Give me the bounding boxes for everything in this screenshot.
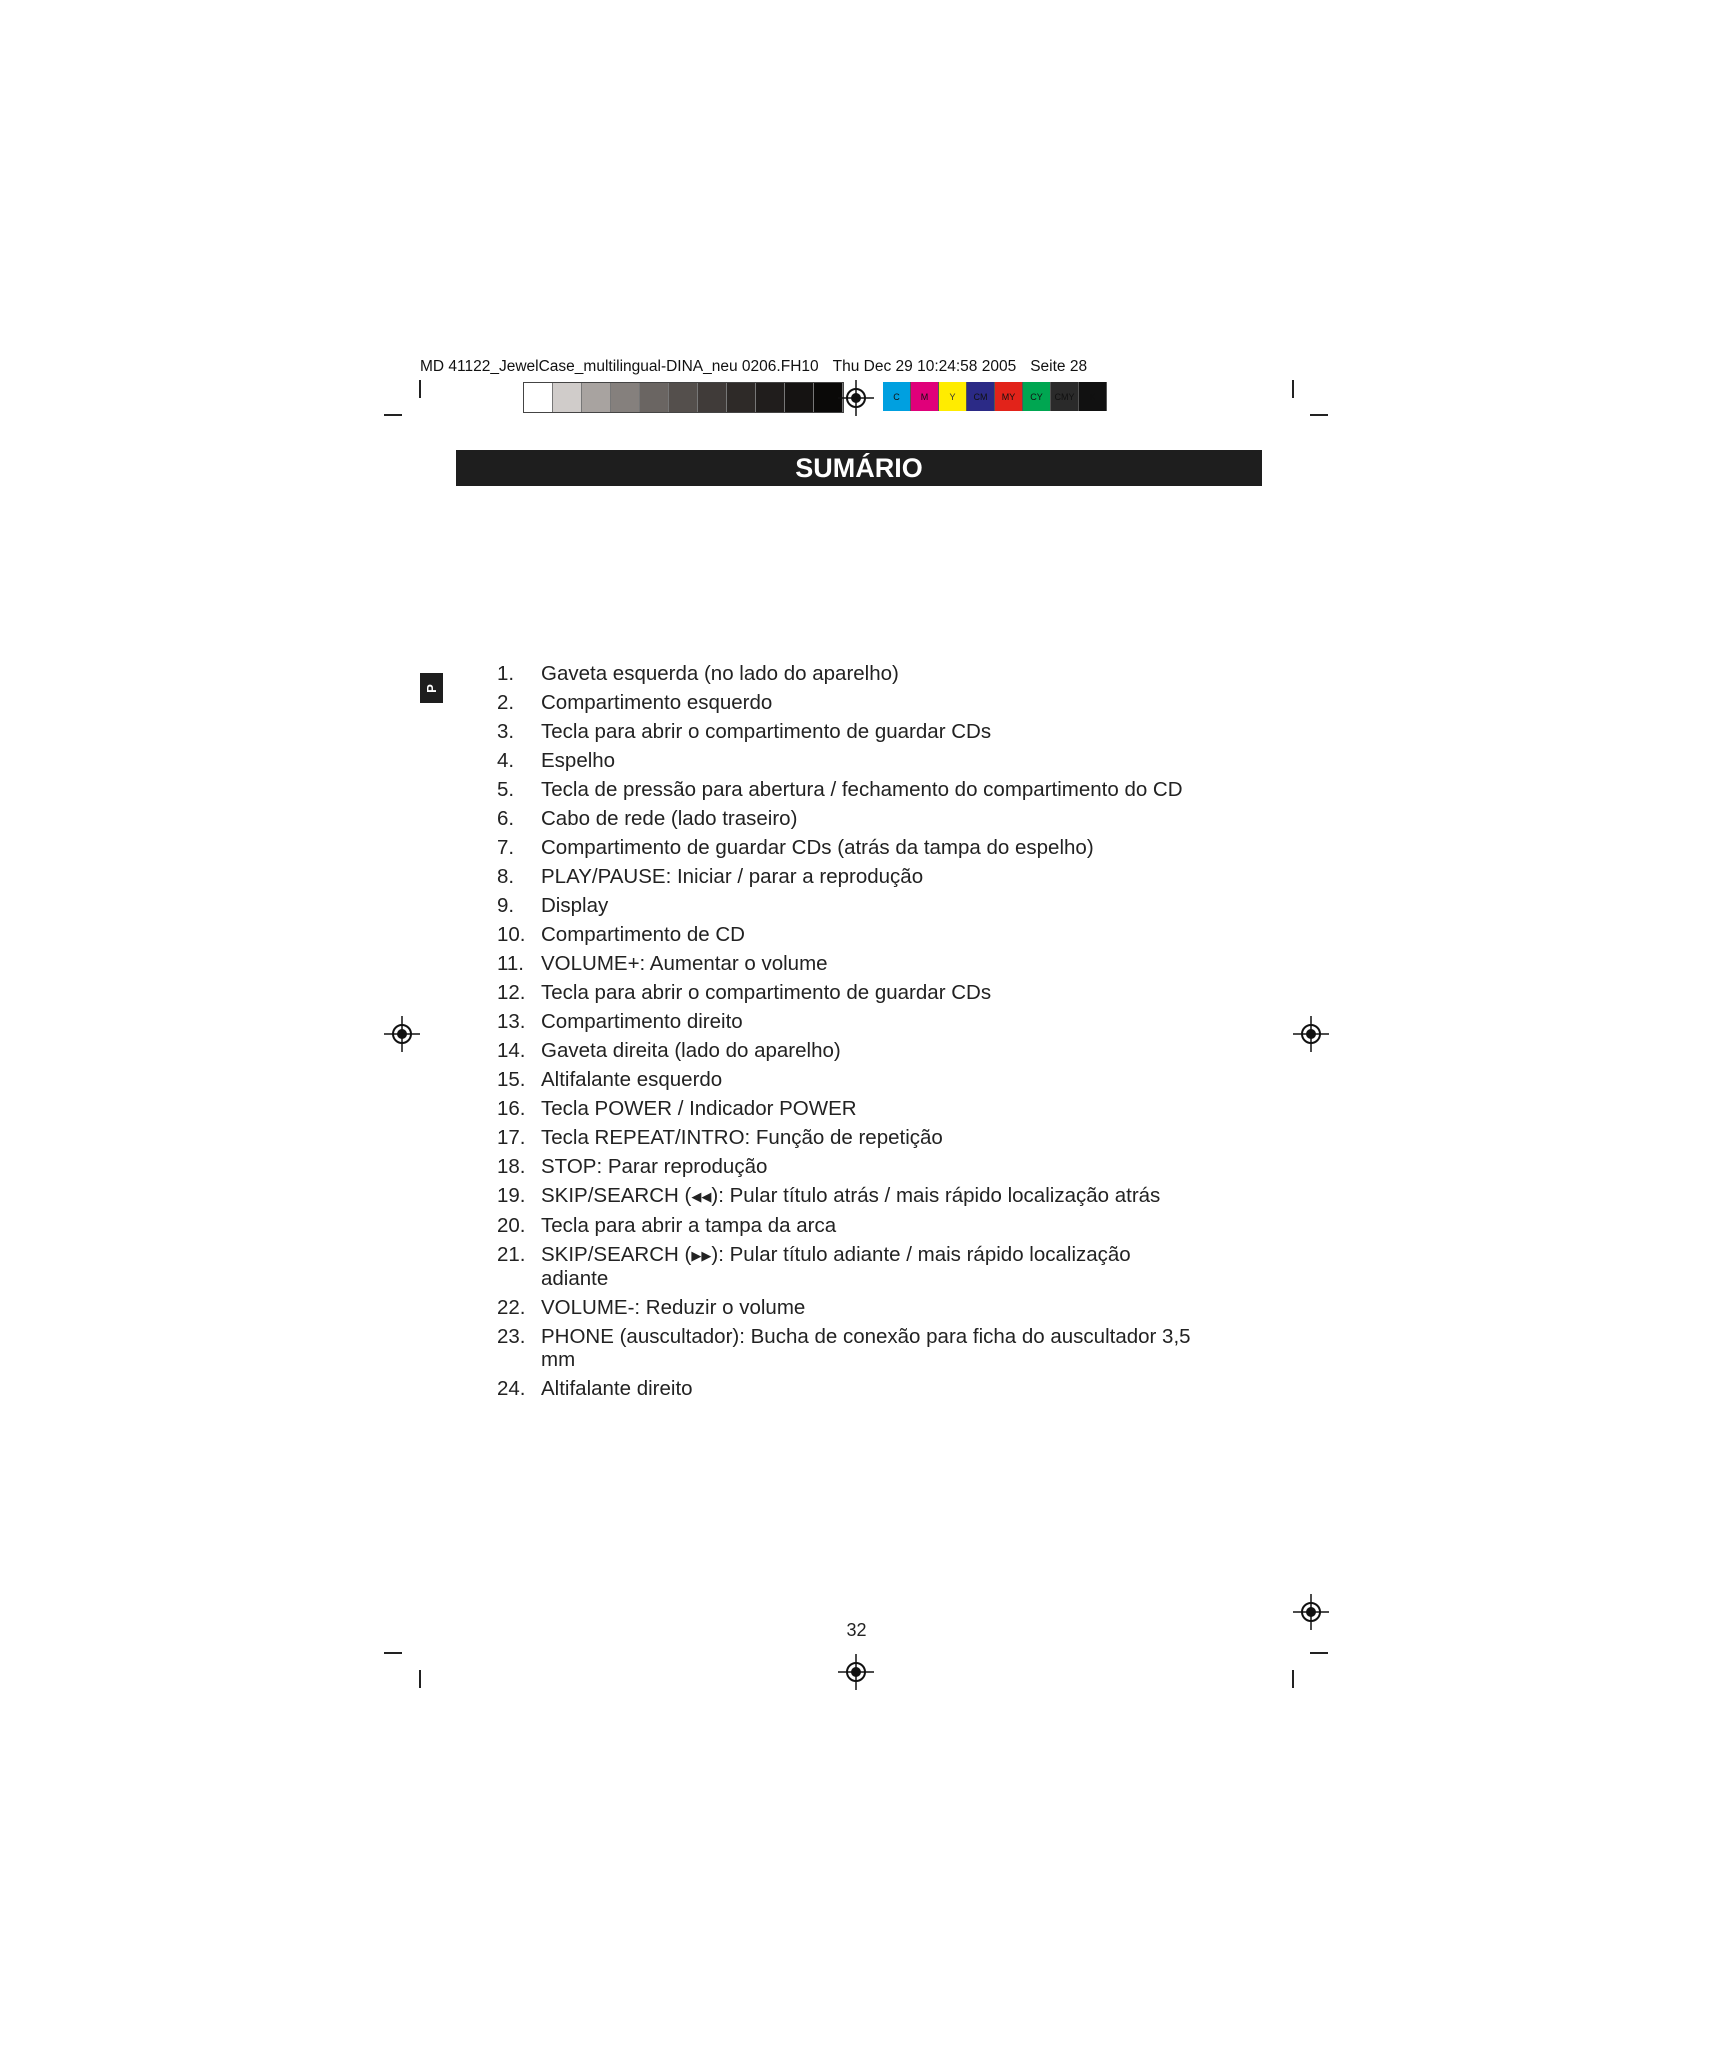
item-number: 21. [497, 1243, 526, 1266]
color-swatch: CMY [1051, 382, 1079, 411]
color-swatch: CM [967, 382, 995, 411]
contents-list [497, 662, 1197, 1406]
list-item [497, 1039, 1197, 1062]
gray-swatch [640, 383, 669, 412]
item-number: 16. [497, 1097, 526, 1120]
slug-date: Thu Dec 29 10:24:58 2005 [832, 358, 1017, 375]
item-number: 23. [497, 1325, 526, 1348]
slug-page: Seite 28 [1030, 358, 1088, 375]
item-number: 7. [497, 836, 515, 859]
item-number: 13. [497, 1010, 526, 1033]
list-item [497, 1068, 1197, 1091]
page-number: 32 [846, 1620, 867, 1640]
list-item [497, 662, 1197, 685]
item-number: 22. [497, 1296, 526, 1319]
slug-file: MD 41122_JewelCase_multilingual-DINA_neu 0206.FH10 [420, 358, 819, 375]
item-text: Gaveta direita (lado do aparelho) [541, 1039, 841, 1062]
crop-mark [1310, 414, 1328, 416]
item-text: STOP: Parar reprodução [541, 1155, 768, 1178]
crop-mark [419, 1670, 421, 1688]
color-swatch: CY [1023, 382, 1051, 411]
crop-mark [419, 380, 421, 398]
item-text-pre: SKIP/SEARCH ( [541, 1184, 692, 1207]
gray-swatch [756, 383, 785, 412]
item-text: Compartimento de CD [541, 923, 745, 946]
item-text: Tecla REPEAT/INTRO: Função de repetição [541, 1126, 943, 1149]
color-swatch: C [883, 382, 911, 411]
crop-mark [1292, 380, 1294, 398]
grayscale-calibration-bar [523, 382, 844, 413]
item-text-post: ): Pular título atrás / mais rápido localização atrás [711, 1184, 1161, 1207]
list-item [497, 1184, 1197, 1208]
item-number: 20. [497, 1214, 526, 1237]
skip-back-icon: ◀◀ [691, 1189, 712, 1204]
item-text: Compartimento de guardar CDs (atrás da tampa do espelho) [541, 836, 1094, 859]
item-number: 14. [497, 1039, 526, 1062]
item-text: Altifalante direito [541, 1377, 693, 1400]
list-item [497, 1155, 1197, 1178]
item-text: Tecla para abrir a tampa da arca [541, 1214, 837, 1237]
skip-forward-icon: ▶▶ [691, 1248, 712, 1263]
item-text-post: ): Pular título adiante / mais rápido localização adiante [541, 1243, 1131, 1290]
list-item [497, 836, 1197, 859]
gray-swatch [524, 383, 553, 412]
item-text: VOLUME+: Aumentar o volume [541, 952, 828, 975]
list-item [497, 691, 1197, 714]
list-item [497, 1097, 1197, 1120]
list-item [497, 981, 1197, 1004]
page-title: SUMÁRIO [456, 450, 1262, 486]
language-tab [420, 673, 443, 703]
item-text: Compartimento direito [541, 1010, 743, 1033]
gray-swatch [669, 383, 698, 412]
item-number: 6. [497, 807, 515, 830]
item-text: Gaveta esquerda (no lado do aparelho) [541, 662, 899, 685]
item-number: 11. [497, 952, 524, 975]
list-item [497, 923, 1197, 946]
item-number: 3. [497, 720, 515, 743]
list-item [497, 952, 1197, 975]
item-text: PHONE (auscultador): Bucha de conexão para ficha do auscultador 3,5 mm [541, 1325, 1191, 1371]
print-slug [420, 358, 1101, 376]
item-text: Espelho [541, 749, 616, 772]
item-number: 4. [497, 749, 515, 772]
item-number: 10. [497, 923, 526, 946]
item-text [541, 1184, 1197, 1208]
item-text: Tecla para abrir o compartimento de guardar CDs [541, 981, 992, 1004]
color-swatch: M [911, 382, 939, 411]
crop-mark [1310, 1652, 1328, 1654]
item-text [541, 1243, 1197, 1290]
list-item [497, 1214, 1197, 1237]
gray-swatch [727, 383, 756, 412]
item-number: 17. [497, 1126, 526, 1149]
item-text: Tecla de pressão para abertura / fechamento do compartimento do CD [541, 778, 1183, 801]
list-item [497, 1296, 1197, 1319]
crop-mark [384, 1652, 402, 1654]
registration-mark-icon [384, 1016, 420, 1052]
item-number: 9. [497, 894, 515, 917]
item-number: 1. [497, 662, 515, 685]
list-item [497, 1243, 1197, 1290]
item-number: 12. [497, 981, 526, 1004]
item-text: VOLUME-: Reduzir o volume [541, 1296, 806, 1319]
color-swatch: Y [939, 382, 967, 411]
gray-swatch [611, 383, 640, 412]
gray-swatch [785, 383, 814, 412]
gray-swatch [553, 383, 582, 412]
color-calibration-bar [883, 382, 1107, 411]
item-number: 8. [497, 865, 515, 888]
list-item [497, 865, 1197, 888]
crop-mark [384, 414, 402, 416]
item-number: 18. [497, 1155, 526, 1178]
item-number: 15. [497, 1068, 526, 1091]
item-number: 5. [497, 778, 515, 801]
list-item [497, 807, 1197, 830]
list-item [497, 1377, 1197, 1400]
list-item [497, 894, 1197, 917]
crop-mark [1292, 1670, 1294, 1688]
item-text: Compartimento esquerdo [541, 691, 773, 714]
item-number: 24. [497, 1377, 526, 1400]
list-item [497, 749, 1197, 772]
color-swatch: K [1079, 382, 1107, 411]
color-swatch: MY [995, 382, 1023, 411]
list-item [497, 1010, 1197, 1033]
item-number: 2. [497, 691, 515, 714]
registration-mark-icon [1293, 1016, 1329, 1052]
gray-swatch [698, 383, 727, 412]
language-tab-label: P [423, 683, 439, 693]
list-item [497, 1126, 1197, 1149]
registration-mark-icon [838, 380, 874, 416]
item-text: PLAY/PAUSE: Iniciar / parar a reprodução [541, 865, 924, 888]
item-number: 19. [497, 1184, 526, 1207]
item-text: Cabo de rede (lado traseiro) [541, 807, 798, 830]
item-text-pre: SKIP/SEARCH ( [541, 1243, 692, 1266]
list-item [497, 778, 1197, 801]
list-item [497, 720, 1197, 743]
item-text: Tecla para abrir o compartimento de guardar CDs [541, 720, 992, 743]
gray-swatch [582, 383, 611, 412]
registration-mark-icon [838, 1654, 874, 1690]
list-item [497, 1325, 1197, 1371]
item-text: Tecla POWER / Indicador POWER [541, 1097, 857, 1120]
item-text: Display [541, 894, 609, 917]
item-text: Altifalante esquerdo [541, 1068, 723, 1091]
